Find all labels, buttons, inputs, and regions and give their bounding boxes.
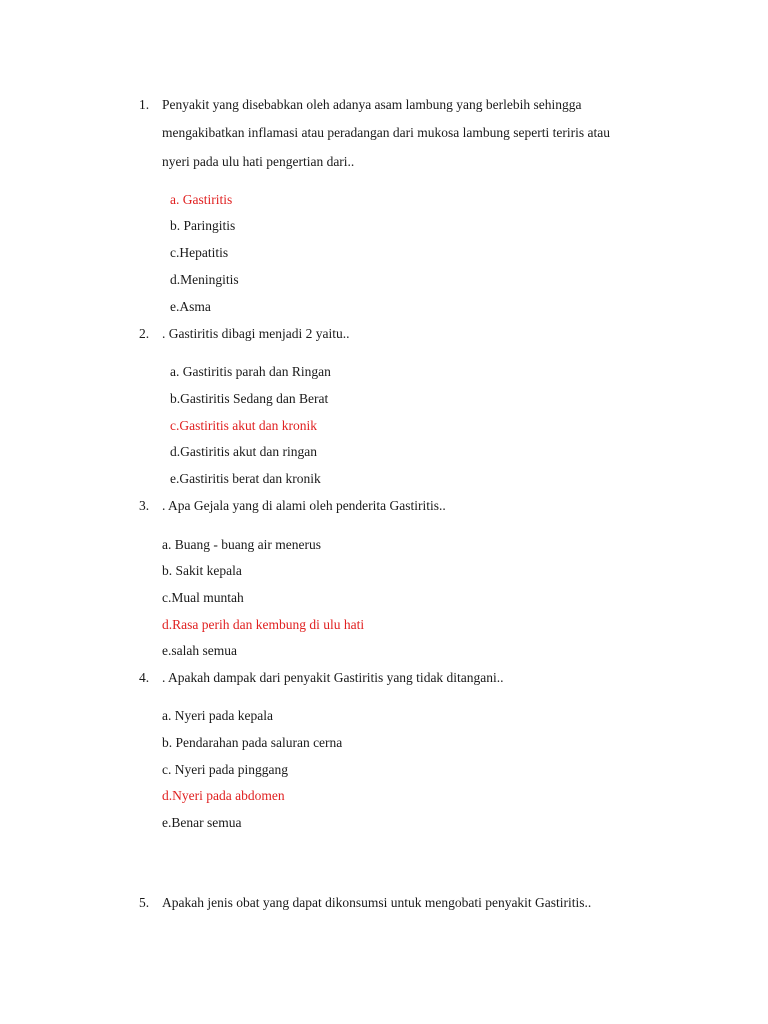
question-1-text-line-1: Penyakit yang disebabkan oleh adanya asam lambung yang berlebih sehingga [162, 97, 582, 112]
question-2-option-c: c.Gastiritis akut dan kronik [170, 418, 317, 433]
question-2-option-b: b.Gastiritis Sedang dan Berat [170, 391, 329, 406]
question-1-option-d: d.Meningitis [170, 272, 239, 287]
question-2-number: 2. [139, 326, 150, 341]
question-5-text: Apakah jenis obat yang dapat dikonsumsi untuk mengobati penyakit Gastiritis.. [162, 895, 592, 910]
question-1-option-b: b. Paringitis [170, 218, 236, 233]
question-3-option-b: b. Sakit kepala [162, 563, 242, 578]
question-4-number: 4. [139, 670, 150, 685]
question-4-option-d: d.Nyeri pada abdomen [162, 788, 285, 803]
question-1-text-line-2: mengakibatkan inflamasi atau peradangan dari mukosa lambung seperti teriris atau [162, 125, 610, 140]
question-1-option-e: e.Asma [170, 299, 211, 314]
question-4-option-a: a. Nyeri pada kepala [162, 708, 273, 723]
question-4-text: . Apakah dampak dari penyakit Gastiritis yang tidak ditangani.. [162, 670, 504, 685]
question-2-text: . Gastiritis dibagi menjadi 2 yaitu.. [162, 326, 350, 341]
question-3-text: . Apa Gejala yang di alami oleh penderita Gastiritis.. [162, 498, 446, 513]
question-3-option-a: a. Buang - buang air menerus [162, 537, 321, 552]
question-2-option-a: a. Gastiritis parah dan Ringan [170, 364, 331, 379]
question-1-number: 1. [139, 97, 150, 112]
question-4-option-b: b. Pendarahan pada saluran cerna [162, 735, 343, 750]
question-2-option-d: d.Gastiritis akut dan ringan [170, 444, 317, 459]
question-3-option-e: e.salah semua [162, 643, 237, 658]
question-1-option-a: a. Gastiritis [170, 192, 233, 207]
question-1-option-c: c.Hepatitis [170, 245, 229, 260]
question-3-option-c: c.Mual muntah [162, 590, 244, 605]
question-4-option-c: c. Nyeri pada pinggang [162, 762, 288, 777]
question-4-option-e: e.Benar semua [162, 815, 242, 830]
question-3-number: 3. [139, 498, 150, 513]
question-1-text-line-3: nyeri pada ulu hati pengertian dari.. [162, 154, 355, 169]
question-3-option-d: d.Rasa perih dan kembung di ulu hati [162, 617, 365, 632]
question-5-number: 5. [139, 895, 150, 910]
question-2-option-e: e.Gastiritis berat dan kronik [170, 471, 321, 486]
